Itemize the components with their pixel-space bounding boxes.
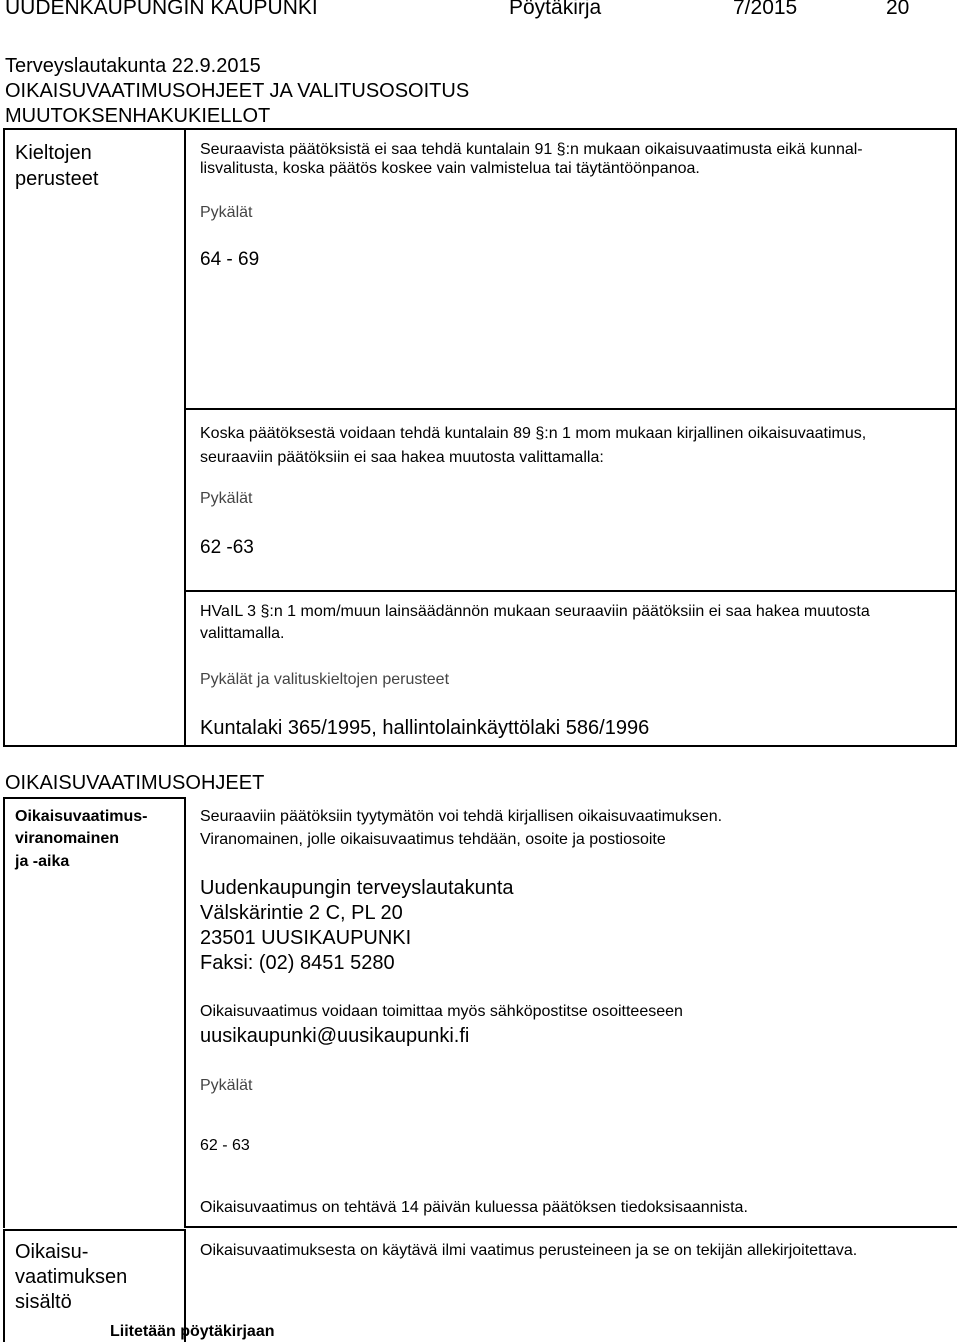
address-line3: 23501 UUSIKAUPUNKI: [200, 927, 412, 949]
law-references: Kuntalaki 365/1995, hallintolainkäyttölaki 586/1996: [200, 717, 650, 739]
ohjeet-label-line2: viranomainen: [15, 830, 120, 847]
ohjeet-label-line3: ja -aika: [15, 853, 70, 870]
page-number: 20: [886, 0, 910, 19]
ohjeet-line2: Viranomainen, jolle oikaisuvaatimus tehdään, osoite ja postiosoite: [200, 831, 666, 848]
ohjeet-line1: Seuraaviin päätöksiin tyytymätön voi tehdä kirjallisen oikaisuvaatimuksen.: [200, 808, 723, 825]
sisalto-label-line2: vaatimuksen: [15, 1266, 128, 1288]
sections-value: 64 - 69: [200, 249, 260, 270]
sisalto-label-line3: sisältö: [15, 1291, 72, 1313]
kiellot-label-line1: Kieltojen: [15, 142, 92, 164]
document-type: Pöytäkirja: [509, 0, 602, 19]
fax-number: Faksi: (02) 8451 5280: [200, 952, 395, 974]
sections-value: 62 -63: [200, 537, 254, 558]
page-subtitle: MUUTOKSENHAKUKIELLOT: [5, 105, 271, 127]
document-number: 7/2015: [733, 0, 798, 19]
deadline-text: Oikaisuvaatimus on tehtävä 14 päivän kuluessa päätöksen tiedoksisaannista.: [200, 1199, 748, 1216]
address-line1: Uudenkaupungin terveyslautakunta: [200, 877, 514, 899]
board-date: Terveyslautakunta 22.9.2015: [5, 55, 261, 77]
email-intro: Oikaisuvaatimus voidaan toimittaa myös sähköpostitse osoitteeseen: [200, 1003, 683, 1020]
sisalto-text: Oikaisuvaatimuksesta on käytävä ilmi vaatimus perusteineen ja se on tekijän allekirjoitettava.: [200, 1242, 858, 1259]
sections-label: Pykälät: [200, 1077, 253, 1094]
sections-value: 62 - 63: [200, 1137, 250, 1154]
sisalto-label-line1: Oikaisu-: [15, 1241, 89, 1263]
section-heading: OIKAISUVAATIMUSOHJEET: [5, 772, 265, 794]
kiellot-para2-line2: seuraaviin päätöksiin ei saa hakea muutosta valittamalla:: [200, 449, 604, 466]
kiellot-label-line2: perusteet: [15, 168, 99, 190]
kiellot-para3-line2: valittamalla.: [200, 625, 285, 642]
kiellot-intro-line2: lisvalitusta, koska päätös koskee vain valmistelua tai täytäntöönpanoa.: [200, 160, 700, 177]
kiellot-para2-line1: Koska päätöksestä voidaan tehdä kuntalain 89 §:n 1 mom mukaan kirjallinen oikaisuvaatimus,: [200, 425, 867, 442]
kiellot-intro-line1: Seuraavista päätöksistä ei saa tehdä kuntalain 91 §:n mukaan oikaisuvaatimusta eikä kunnal-: [200, 141, 863, 158]
sections-label: Pykälät: [200, 204, 253, 221]
footer-note: Liitetään pöytäkirjaan: [110, 1323, 275, 1340]
sections-label: Pykälät: [200, 490, 253, 507]
email-address[interactable]: uusikaupunki@uusikaupunki.fi: [200, 1025, 470, 1047]
sections-label: Pykälät ja valituskieltojen perusteet: [200, 671, 450, 688]
org-name: UUDENKAUPUNGIN KAUPUNKI: [5, 0, 318, 19]
address-line2: Välskärintie 2 C, PL 20: [200, 902, 403, 924]
kiellot-para3-line1: HVaIL 3 §:n 1 mom/muun lainsäädännön mukaan seuraaviin päätöksiin ei saa hakea muutosta: [200, 603, 870, 620]
ohjeet-label-line1: Oikaisuvaatimus-: [15, 808, 148, 825]
page-title: OIKAISUVAATIMUSOHJEET JA VALITUSOSOITUS: [5, 80, 470, 102]
